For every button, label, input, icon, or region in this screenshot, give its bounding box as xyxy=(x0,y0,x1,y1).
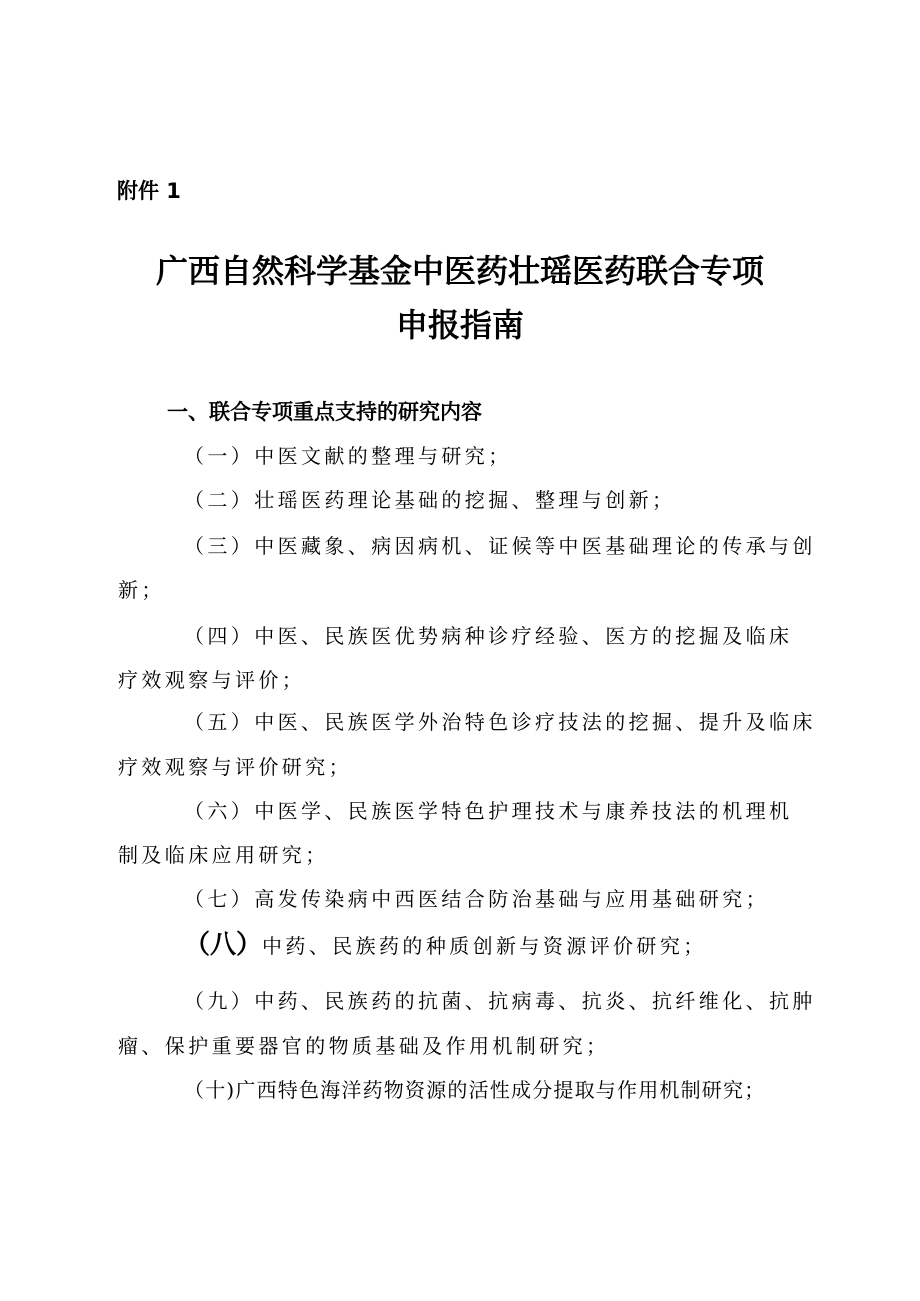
list-item-10-line-1: （十)广西特色海洋药物资源的活性成分提取与作用机制研究； xyxy=(184,1078,766,1102)
list-item-3-line-1: （三）中医藏象、病因病机、证候等中医基础理论的传承与创 xyxy=(184,534,816,558)
list-item-4-line-1: （四）中医、民族医优势病种诊疗经验、医方的挖掘及临床 xyxy=(184,624,793,648)
list-item-8-line-1 xyxy=(184,930,707,961)
list-item-2-line-1: （二）壮瑶医药理论基础的挖掘、整理与创新； xyxy=(184,488,676,512)
section-heading: 一、联合专项重点支持的研究内容 xyxy=(167,400,482,424)
document-title-line-1: 广西自然科学基金中医药壮瑶医药联合专项 xyxy=(155,252,764,290)
list-item-5-line-2: 疗效观察与评价研究； xyxy=(118,755,352,779)
list-item-1-line-1: （一）中医文献的整理与研究； xyxy=(184,444,512,468)
list-item-5-line-1: （五）中医、民族医学外治特色诊疗技法的挖掘、提升及临床 xyxy=(184,710,816,734)
attachment-label: 附件 1 xyxy=(117,179,181,203)
list-item-9-line-1: （九）中药、民族药的抗菌、抗病毒、抗炎、抗纤维化、抗肿 xyxy=(184,989,816,1013)
list-item-8-marker: （八） xyxy=(184,930,263,960)
list-item-3-line-2: 新； xyxy=(118,578,165,602)
list-item-4-line-2: 疗效观察与评价； xyxy=(118,668,306,692)
list-item-6-line-2: 制及临床应用研究； xyxy=(118,843,329,867)
document-title-line-2: 申报指南 xyxy=(395,306,524,344)
list-item-9-line-2: 瘤、保护重要器官的物质基础及作用机制研究； xyxy=(118,1034,610,1058)
list-item-8-text: 中药、民族药的种质创新与资源评价研究； xyxy=(262,934,707,958)
list-item-7-line-1: （七）高发传染病中西医结合防治基础与应用基础研究； xyxy=(184,887,769,911)
list-item-6-line-1: （六）中医学、民族医学特色护理技术与康养技法的机理机 xyxy=(184,799,793,823)
